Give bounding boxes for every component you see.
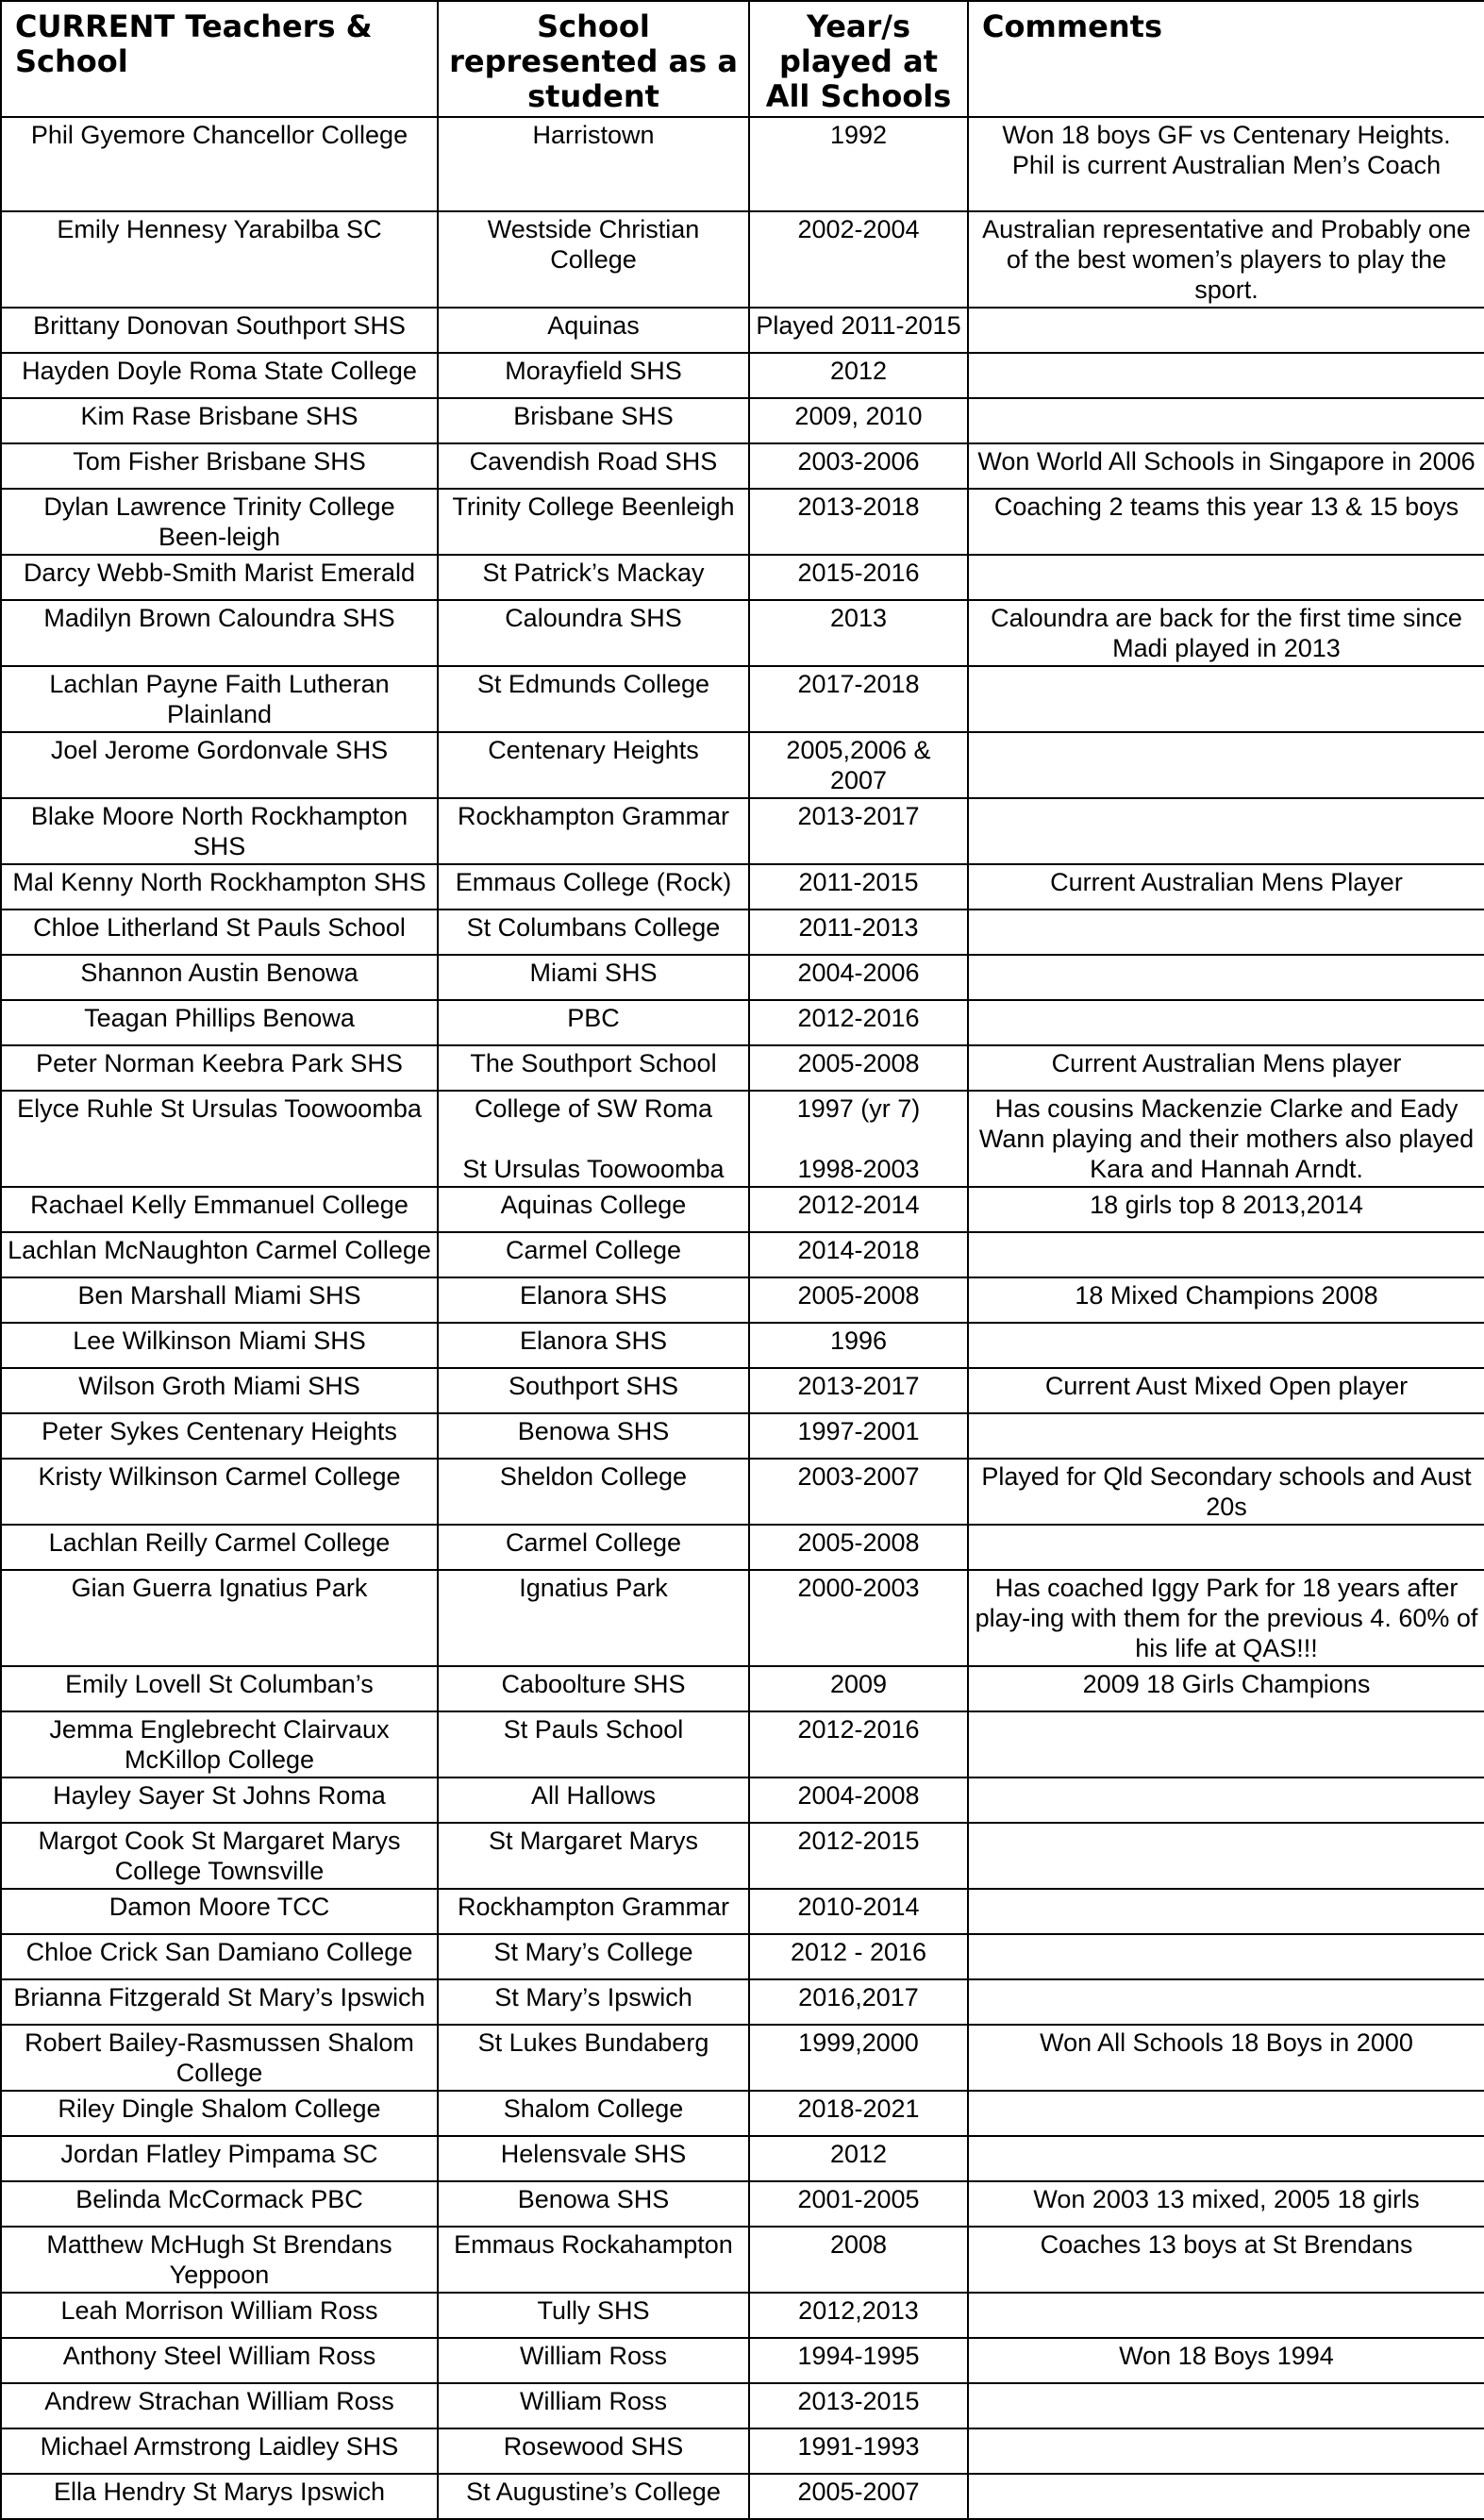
years-cell: 2004-2006 bbox=[749, 955, 968, 1000]
table-row bbox=[1, 910, 1484, 955]
teacher-cell: Belinda McCormack PBC bbox=[1, 2181, 438, 2227]
years-cell: 2012 bbox=[749, 353, 968, 398]
teacher-cell: Michael Armstrong Laidley SHS bbox=[1, 2428, 438, 2474]
school-cell: Aquinas College bbox=[438, 1187, 749, 1232]
table-row bbox=[1, 2181, 1484, 2227]
comment-cell: Coaching 2 teams this year 13 & 15 boys bbox=[968, 489, 1484, 555]
comment-cell: Won 18 boys GF vs Centenary Heights. Phil is current Australian Men’s Coach bbox=[968, 117, 1484, 211]
comment-cell bbox=[968, 1000, 1484, 1045]
table-row bbox=[1, 600, 1484, 666]
teacher-cell: Kristy Wilkinson Carmel College bbox=[1, 1459, 438, 1525]
years-cell: 2013-2015 bbox=[749, 2383, 968, 2428]
school-cell: College of SW Roma St Ursulas Toowoomba bbox=[438, 1091, 749, 1187]
years-cell: 2012-2014 bbox=[749, 1187, 968, 1232]
school-cell: Centenary Heights bbox=[438, 732, 749, 798]
table-row bbox=[1, 353, 1484, 398]
teacher-cell: Hayden Doyle Roma State College bbox=[1, 353, 438, 398]
table-header-row bbox=[1, 1, 1484, 117]
school-cell: Miami SHS bbox=[438, 955, 749, 1000]
years-cell: 1991-1993 bbox=[749, 2428, 968, 2474]
school-cell: William Ross bbox=[438, 2338, 749, 2383]
header-comments: Comments bbox=[968, 1, 1484, 117]
table-row bbox=[1, 666, 1484, 732]
comment-cell bbox=[968, 666, 1484, 732]
teacher-cell: Blake Moore North Rockhampton SHS bbox=[1, 798, 438, 864]
teacher-cell: Brianna Fitzgerald St Mary’s Ipswich bbox=[1, 1979, 438, 2025]
years-cell: 2018-2021 bbox=[749, 2091, 968, 2136]
comment-cell bbox=[968, 1525, 1484, 1570]
table-row bbox=[1, 2227, 1484, 2293]
teacher-cell: Elyce Ruhle St Ursulas Toowoomba bbox=[1, 1091, 438, 1187]
teacher-cell: Shannon Austin Benowa bbox=[1, 955, 438, 1000]
table-body bbox=[1, 117, 1484, 2519]
school-cell: Benowa SHS bbox=[438, 2181, 749, 2227]
school-cell: Rockhampton Grammar bbox=[438, 1889, 749, 1934]
comment-cell: Won 18 Boys 1994 bbox=[968, 2338, 1484, 2383]
school-cell: Aquinas bbox=[438, 308, 749, 353]
school-cell: All Hallows bbox=[438, 1777, 749, 1823]
table-row bbox=[1, 864, 1484, 910]
years-cell: 2011-2015 bbox=[749, 864, 968, 910]
school-cell: St Pauls School bbox=[438, 1711, 749, 1777]
teacher-cell: Joel Jerome Gordonvale SHS bbox=[1, 732, 438, 798]
teacher-cell: Gian Guerra Ignatius Park bbox=[1, 1570, 438, 1666]
school-cell: St Mary’s College bbox=[438, 1934, 749, 1979]
teacher-cell: Ben Marshall Miami SHS bbox=[1, 1277, 438, 1323]
years-cell: 2012-2015 bbox=[749, 1823, 968, 1889]
comment-cell bbox=[968, 555, 1484, 600]
comment-cell bbox=[968, 1413, 1484, 1459]
years-cell: 2012 bbox=[749, 2136, 968, 2181]
table-row bbox=[1, 398, 1484, 443]
teacher-cell: Lachlan Reilly Carmel College bbox=[1, 1525, 438, 1570]
table-row bbox=[1, 1368, 1484, 1413]
comment-cell: Has cousins Mackenzie Clarke and Eady Wann playing and their mothers also played Kara and Hannah Arndt. bbox=[968, 1091, 1484, 1187]
years-cell: 2015-2016 bbox=[749, 555, 968, 600]
header-years-played: Year/s played at All Schools bbox=[749, 1, 968, 117]
comment-cell bbox=[968, 353, 1484, 398]
school-cell: Elanora SHS bbox=[438, 1277, 749, 1323]
school-cell: Ignatius Park bbox=[438, 1570, 749, 1666]
years-cell: 1997-2001 bbox=[749, 1413, 968, 1459]
teacher-cell: Rachael Kelly Emmanuel College bbox=[1, 1187, 438, 1232]
teacher-cell: Peter Sykes Centenary Heights bbox=[1, 1413, 438, 1459]
school-cell: Caboolture SHS bbox=[438, 1666, 749, 1711]
years-cell: 2005-2007 bbox=[749, 2474, 968, 2519]
years-cell: 2005-2008 bbox=[749, 1525, 968, 1570]
school-cell: Carmel College bbox=[438, 1232, 749, 1277]
table-row bbox=[1, 1889, 1484, 1934]
table-row bbox=[1, 308, 1484, 353]
years-cell: 2010-2014 bbox=[749, 1889, 968, 1934]
teacher-cell: Emily Hennesy Yarabilba SC bbox=[1, 211, 438, 308]
comment-cell: Coaches 13 boys at St Brendans bbox=[968, 2227, 1484, 2293]
school-cell: St Edmunds College bbox=[438, 666, 749, 732]
comment-cell: Caloundra are back for the first time since Madi played in 2013 bbox=[968, 600, 1484, 666]
teacher-cell: Jemma Englebrecht Clairvaux McKillop College bbox=[1, 1711, 438, 1777]
comment-cell bbox=[968, 1934, 1484, 1979]
school-cell: St Lukes Bundaberg bbox=[438, 2025, 749, 2091]
school-cell: Shalom College bbox=[438, 2091, 749, 2136]
years-cell: 2005-2008 bbox=[749, 1277, 968, 1323]
teacher-cell: Lachlan Payne Faith Lutheran Plainland bbox=[1, 666, 438, 732]
teacher-cell: Tom Fisher Brisbane SHS bbox=[1, 443, 438, 489]
school-cell: Carmel College bbox=[438, 1525, 749, 1570]
teacher-cell: Matthew McHugh St Brendans Yeppoon bbox=[1, 2227, 438, 2293]
teacher-cell: Emily Lovell St Columban’s bbox=[1, 1666, 438, 1711]
years-cell: 1997 (yr 7) 1998-2003 bbox=[749, 1091, 968, 1187]
teacher-cell: Jordan Flatley Pimpama SC bbox=[1, 2136, 438, 2181]
comment-cell: 2009 18 Girls Champions bbox=[968, 1666, 1484, 1711]
years-cell: 2003-2007 bbox=[749, 1459, 968, 1525]
teacher-cell: Lee Wilkinson Miami SHS bbox=[1, 1323, 438, 1368]
years-cell: 2011-2013 bbox=[749, 910, 968, 955]
comment-cell bbox=[968, 1232, 1484, 1277]
teacher-cell: Chloe Crick San Damiano College bbox=[1, 1934, 438, 1979]
comment-cell bbox=[968, 2428, 1484, 2474]
table-row bbox=[1, 1666, 1484, 1711]
table-row bbox=[1, 955, 1484, 1000]
school-cell: Caloundra SHS bbox=[438, 600, 749, 666]
table-row bbox=[1, 2428, 1484, 2474]
school-cell: The Southport School bbox=[438, 1045, 749, 1091]
comment-cell: Current Australian Mens player bbox=[968, 1045, 1484, 1091]
table-row bbox=[1, 1711, 1484, 1777]
comment-cell bbox=[968, 1777, 1484, 1823]
years-cell: 2012-2016 bbox=[749, 1000, 968, 1045]
table-row bbox=[1, 2091, 1484, 2136]
school-cell: William Ross bbox=[438, 2383, 749, 2428]
teacher-cell: Brittany Donovan Southport SHS bbox=[1, 308, 438, 353]
school-cell: Harristown bbox=[438, 117, 749, 211]
years-cell: 2001-2005 bbox=[749, 2181, 968, 2227]
header-teachers-school: CURRENT Teachers & School bbox=[1, 1, 438, 117]
table-row bbox=[1, 1277, 1484, 1323]
years-cell: 1992 bbox=[749, 117, 968, 211]
table-row bbox=[1, 2338, 1484, 2383]
comment-cell bbox=[968, 955, 1484, 1000]
table-row bbox=[1, 489, 1484, 555]
table-row bbox=[1, 2025, 1484, 2091]
years-cell: 2009, 2010 bbox=[749, 398, 968, 443]
school-cell: Southport SHS bbox=[438, 1368, 749, 1413]
years-cell: 2013-2018 bbox=[749, 489, 968, 555]
comment-cell bbox=[968, 910, 1484, 955]
table-row bbox=[1, 1777, 1484, 1823]
teacher-cell: Teagan Phillips Benowa bbox=[1, 1000, 438, 1045]
years-cell: 1996 bbox=[749, 1323, 968, 1368]
teacher-cell: Kim Rase Brisbane SHS bbox=[1, 398, 438, 443]
comment-cell: Current Australian Mens Player bbox=[968, 864, 1484, 910]
table-row bbox=[1, 798, 1484, 864]
school-cell: Trinity College Beenleigh bbox=[438, 489, 749, 555]
comment-cell: 18 Mixed Champions 2008 bbox=[968, 1277, 1484, 1323]
table-row bbox=[1, 1525, 1484, 1570]
school-cell: St Augustine’s College bbox=[438, 2474, 749, 2519]
teacher-cell: Mal Kenny North Rockhampton SHS bbox=[1, 864, 438, 910]
teacher-cell: Hayley Sayer St Johns Roma bbox=[1, 1777, 438, 1823]
teacher-cell: Robert Bailey-Rasmussen Shalom College bbox=[1, 2025, 438, 2091]
comment-cell bbox=[968, 2136, 1484, 2181]
teacher-cell: Wilson Groth Miami SHS bbox=[1, 1368, 438, 1413]
table-row bbox=[1, 443, 1484, 489]
comment-cell: Won World All Schools in Singapore in 2006 bbox=[968, 443, 1484, 489]
school-cell: Westside Christian College bbox=[438, 211, 749, 308]
years-cell: 2012-2016 bbox=[749, 1711, 968, 1777]
years-cell: 2005-2008 bbox=[749, 1045, 968, 1091]
table-row bbox=[1, 1232, 1484, 1277]
comment-cell: Played for Qld Secondary schools and Aust 20s bbox=[968, 1459, 1484, 1525]
school-cell: St Margaret Marys bbox=[438, 1823, 749, 1889]
table-row bbox=[1, 555, 1484, 600]
school-cell: Tully SHS bbox=[438, 2293, 749, 2338]
years-cell: 2017-2018 bbox=[749, 666, 968, 732]
table-row bbox=[1, 1823, 1484, 1889]
table-row bbox=[1, 117, 1484, 211]
comment-cell: Current Aust Mixed Open player bbox=[968, 1368, 1484, 1413]
comment-cell bbox=[968, 2474, 1484, 2519]
comment-cell bbox=[968, 2091, 1484, 2136]
table-row bbox=[1, 1187, 1484, 1232]
comment-cell bbox=[968, 798, 1484, 864]
table-row bbox=[1, 1979, 1484, 2025]
school-cell: Elanora SHS bbox=[438, 1323, 749, 1368]
table-row bbox=[1, 1413, 1484, 1459]
years-cell: 2013-2017 bbox=[749, 798, 968, 864]
years-cell: 2005,2006 & 2007 bbox=[749, 732, 968, 798]
comment-cell bbox=[968, 2383, 1484, 2428]
years-cell: 1999,2000 bbox=[749, 2025, 968, 2091]
school-cell: Sheldon College bbox=[438, 1459, 749, 1525]
teacher-cell: Leah Morrison William Ross bbox=[1, 2293, 438, 2338]
comment-cell bbox=[968, 732, 1484, 798]
table-row bbox=[1, 1459, 1484, 1525]
years-cell: 2004-2008 bbox=[749, 1777, 968, 1823]
table-row bbox=[1, 1570, 1484, 1666]
school-cell: Rockhampton Grammar bbox=[438, 798, 749, 864]
teacher-cell: Chloe Litherland St Pauls School bbox=[1, 910, 438, 955]
school-cell: Morayfield SHS bbox=[438, 353, 749, 398]
years-cell: 2002-2004 bbox=[749, 211, 968, 308]
header-school-represented: School represented as a student bbox=[438, 1, 749, 117]
comment-cell bbox=[968, 1711, 1484, 1777]
table-row bbox=[1, 1934, 1484, 1979]
years-cell: 1994-1995 bbox=[749, 2338, 968, 2383]
years-cell: 2000-2003 bbox=[749, 1570, 968, 1666]
school-cell: Emmaus College (Rock) bbox=[438, 864, 749, 910]
school-cell: Rosewood SHS bbox=[438, 2428, 749, 2474]
teacher-cell: Margot Cook St Margaret Marys College Townsville bbox=[1, 1823, 438, 1889]
table-row bbox=[1, 732, 1484, 798]
school-cell: Cavendish Road SHS bbox=[438, 443, 749, 489]
teacher-cell: Damon Moore TCC bbox=[1, 1889, 438, 1934]
comment-cell bbox=[968, 2293, 1484, 2338]
table-row bbox=[1, 1323, 1484, 1368]
school-cell: Benowa SHS bbox=[438, 1413, 749, 1459]
school-cell: Emmaus Rockahampton bbox=[438, 2227, 749, 2293]
teacher-cell: Lachlan McNaughton Carmel College bbox=[1, 1232, 438, 1277]
comment-cell bbox=[968, 1889, 1484, 1934]
years-cell: 2012,2013 bbox=[749, 2293, 968, 2338]
years-cell: 2003-2006 bbox=[749, 443, 968, 489]
school-cell: PBC bbox=[438, 1000, 749, 1045]
years-cell: Played 2011-2015 bbox=[749, 308, 968, 353]
comment-cell: Australian representative and Probably one of the best women’s players to play the sport. bbox=[968, 211, 1484, 308]
comment-cell bbox=[968, 398, 1484, 443]
teacher-cell: Darcy Webb-Smith Marist Emerald bbox=[1, 555, 438, 600]
comment-cell: Won All Schools 18 Boys in 2000 bbox=[968, 2025, 1484, 2091]
teacher-cell: Anthony Steel William Ross bbox=[1, 2338, 438, 2383]
years-cell: 2016,2017 bbox=[749, 1979, 968, 2025]
table-row bbox=[1, 2474, 1484, 2519]
teacher-cell: Riley Dingle Shalom College bbox=[1, 2091, 438, 2136]
teacher-cell: Ella Hendry St Marys Ipswich bbox=[1, 2474, 438, 2519]
school-cell: Helensvale SHS bbox=[438, 2136, 749, 2181]
comment-cell bbox=[968, 1323, 1484, 1368]
table-row bbox=[1, 2383, 1484, 2428]
years-cell: 2009 bbox=[749, 1666, 968, 1711]
teacher-cell: Peter Norman Keebra Park SHS bbox=[1, 1045, 438, 1091]
teacher-cell: Madilyn Brown Caloundra SHS bbox=[1, 600, 438, 666]
comment-cell: 18 girls top 8 2013,2014 bbox=[968, 1187, 1484, 1232]
years-cell: 2014-2018 bbox=[749, 1232, 968, 1277]
teacher-cell: Phil Gyemore Chancellor College bbox=[1, 117, 438, 211]
teacher-cell: Dylan Lawrence Trinity College Been-leigh bbox=[1, 489, 438, 555]
years-cell: 2013 bbox=[749, 600, 968, 666]
school-cell: Brisbane SHS bbox=[438, 398, 749, 443]
teacher-cell: Andrew Strachan William Ross bbox=[1, 2383, 438, 2428]
school-cell: St Columbans College bbox=[438, 910, 749, 955]
table-row bbox=[1, 1091, 1484, 1187]
table-row bbox=[1, 211, 1484, 308]
years-cell: 2008 bbox=[749, 2227, 968, 2293]
years-cell: 2012 - 2016 bbox=[749, 1934, 968, 1979]
table-row bbox=[1, 2136, 1484, 2181]
table-row bbox=[1, 2293, 1484, 2338]
comment-cell: Has coached Iggy Park for 18 years after play-ing with them for the previous 4. 60% of his life at QAS!!! bbox=[968, 1570, 1484, 1666]
comment-cell bbox=[968, 1979, 1484, 2025]
comment-cell bbox=[968, 1823, 1484, 1889]
years-cell: 2013-2017 bbox=[749, 1368, 968, 1413]
comment-cell: Won 2003 13 mixed, 2005 18 girls bbox=[968, 2181, 1484, 2227]
table-row bbox=[1, 1045, 1484, 1091]
comment-cell bbox=[968, 308, 1484, 353]
table-row bbox=[1, 1000, 1484, 1045]
school-cell: St Mary’s Ipswich bbox=[438, 1979, 749, 2025]
school-cell: St Patrick’s Mackay bbox=[438, 555, 749, 600]
